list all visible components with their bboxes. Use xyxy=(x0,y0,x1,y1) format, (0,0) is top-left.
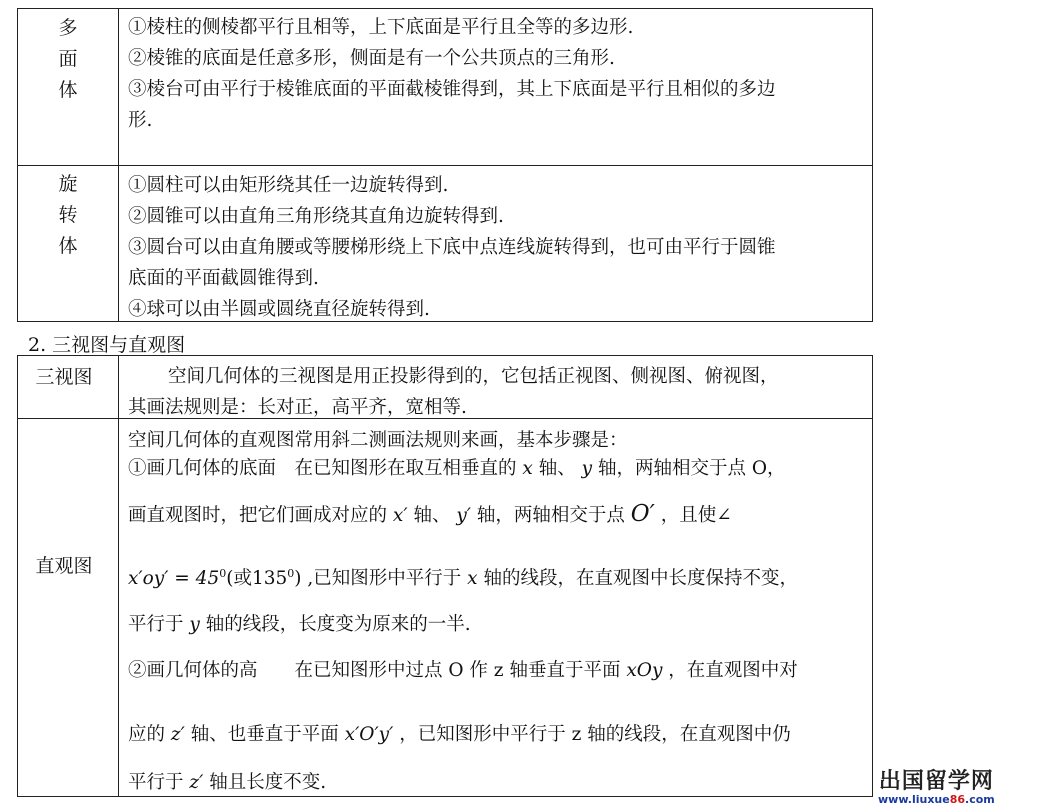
revolution-label: 旋 转 体 xyxy=(58,173,78,257)
site-watermark xyxy=(878,764,995,806)
solids-table xyxy=(17,8,873,322)
views-table xyxy=(17,355,873,797)
oblique-line-1: 空间几何体的直观图常用斜二测画法规则来画，基本步骤是： xyxy=(128,430,628,451)
oblique-line-4: $x'oy' = 45^0$(或$135^0$) ,已知图形中平行于 x 轴的线段，在直观图中长度保持不变， xyxy=(128,566,798,589)
revolution-line-4: 底面的平面截圆锥得到. xyxy=(128,268,319,289)
oblique-line-5: 平行于 y 轴的线段，长度变为原来的一半. xyxy=(128,614,471,635)
revolution-line-3: ③圆台可以由直角腰或等腰梯形绕上下底中点连线旋转得到，也可由平行于圆锥 xyxy=(128,237,776,258)
section-title: 2. 三视图与直观图 xyxy=(28,334,186,356)
revolution-line-5: ④球可以由半圆或圆绕直径旋转得到. xyxy=(128,299,430,320)
oblique-line-2: ①画几何体的底面 在已知图形在取互相垂直的 x 轴、 y 轴，两轴相交于点 O， xyxy=(128,458,786,479)
watermark-title: 出国留学网 xyxy=(878,769,994,794)
revolution-line-1: ①圆柱可以由矩形绕其任一边旋转得到. xyxy=(128,175,449,196)
polyhedron-line-1: ①棱柱的侧棱都平行且相等，上下底面是平行且全等的多边形. xyxy=(128,17,634,38)
oblique-line-3: 画直观图时，把它们画成对应的 x′ 轴、 y′ 轴，两轴相交于点 O′ ，且使∠ xyxy=(128,501,732,527)
three-view-label: 三视图 xyxy=(35,366,93,388)
polyhedron-line-2: ②棱锥的底面是任意多形，侧面是有一个公共顶点的三角形. xyxy=(128,48,615,69)
oblique-line-8: 平行于 z′ 轴且长度不变. xyxy=(128,772,327,793)
angle-expression: x′oy′ = 45 xyxy=(128,568,220,589)
column-divider xyxy=(118,356,119,796)
revolution-line-2: ②圆锥可以由直角三角形绕其直角边旋转得到. xyxy=(128,206,504,227)
polyhedron-line-3: ③棱台可由平行于棱锥底面的平面截棱锥得到，其上下底面是平行且相似的多边 xyxy=(128,79,776,100)
oblique-view-label: 直观图 xyxy=(35,555,93,577)
oblique-line-7: 应的 z′ 轴、也垂直于平面 x′O′y′ ，已知图形中平行于 z 轴的线段，在直观图中仍 xyxy=(128,724,791,745)
watermark-url: www.liuxue86.com xyxy=(878,793,995,806)
polyhedron-line-4: 形. xyxy=(128,110,153,131)
polyhedron-label: 多 面 体 xyxy=(58,17,78,101)
oblique-line-6: ②画几何体的高 在已知图形中过点 O 作 z 轴垂直于平面 xOy ，在直观图中对 xyxy=(128,660,798,681)
three-view-line-1: 空间几何体的三视图是用正投影得到的，它包括正视图、侧视图、俯视图， xyxy=(168,366,779,387)
row-divider xyxy=(18,165,872,166)
three-view-line-2: 其画法规则是：长对正，高平齐，宽相等. xyxy=(128,397,467,418)
